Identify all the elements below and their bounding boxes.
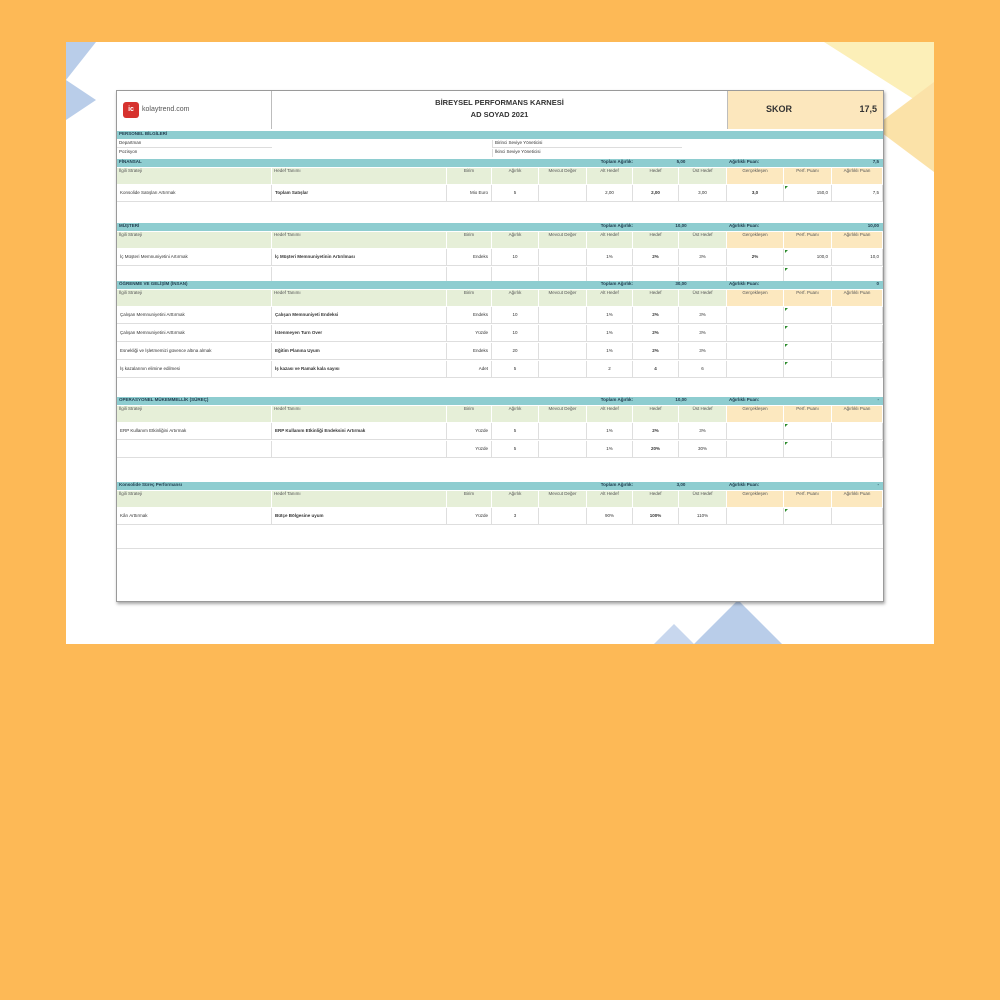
column-header: Hedef: [633, 232, 679, 248]
column-header: Mevcut Değer: [539, 406, 587, 422]
row-cell-perf: 100,0: [784, 249, 832, 266]
row-cell-low: 1%: [587, 249, 633, 266]
row-cell-current: [539, 325, 587, 342]
column-header: Perf. Puanı: [784, 232, 832, 248]
row-cell-goal: 20%: [633, 441, 679, 458]
row-cell-goal: 100%: [633, 508, 679, 525]
row-cell-goal: 4: [633, 361, 679, 378]
total-weight-value: 3,00: [635, 482, 727, 490]
row-cell-goal: 2%: [633, 343, 679, 360]
document-card: [66, 42, 934, 644]
logo-area: [117, 91, 272, 129]
row-cell-target: İş kazası ve Ramak kala sayısı: [272, 361, 447, 378]
column-header: Ağırlıklı Puan: [832, 290, 883, 306]
row-cell-actual: [727, 441, 784, 458]
row-cell-current: [539, 361, 587, 378]
weighted-score-value: 0: [827, 281, 883, 289]
row-cell-wscore: [832, 423, 883, 440]
weighted-score-label: Ağırlıklı Puan:: [727, 397, 827, 405]
total-weight-value: 30,00: [635, 281, 727, 289]
column-header: Hedef Tanımı: [272, 290, 447, 306]
comment-indicator-icon: [785, 362, 788, 365]
column-header: Gerçekleşen: [727, 232, 784, 248]
row-cell-current: [539, 423, 587, 440]
column-header: Üst Hedef: [679, 168, 727, 184]
row-cell-actual: 2%: [727, 249, 784, 266]
decor-triangle-top-left: [66, 42, 96, 80]
column-header: Hedef Tanımı: [272, 491, 447, 507]
comment-indicator-icon: [785, 424, 788, 427]
column-header: Hedef: [633, 290, 679, 306]
column-header: Ağırlıklı Puan: [832, 168, 883, 184]
scorecard-subtitle: AD SOYAD 2021: [470, 109, 529, 119]
row-cell-weight: 10: [492, 307, 539, 324]
row-cell-unit: Endeks: [447, 249, 492, 266]
weighted-score-label: Ağırlıklı Puan:: [727, 281, 827, 289]
weighted-score-label: Ağırlıklı Puan:: [727, 223, 827, 231]
row-cell-wscore: [832, 343, 883, 360]
total-weight-label: Toplam Ağırlık:: [537, 223, 635, 231]
column-header: İlgili Strateji: [117, 290, 272, 306]
row-cell-strategy: Konsolide Satışları Artırmak: [117, 185, 272, 202]
section-title: OPERASYONEL MÜKEMMELLİK (SÜREÇ): [117, 397, 447, 405]
row-cell-actual: [727, 307, 784, 324]
row-cell-perf: [784, 423, 832, 440]
row-cell-current: [539, 508, 587, 525]
column-header: Gerçekleşen: [727, 290, 784, 306]
column-header: Ağırlık: [492, 168, 539, 184]
row-cell-strategy: Çalışan Memnuniyetini Arttırmak: [117, 325, 272, 342]
row-cell-perf: [784, 307, 832, 324]
row-cell-wscore: [832, 325, 883, 342]
decor-triangle-left: [66, 80, 96, 120]
column-header: Birim: [447, 290, 492, 306]
row-cell-current: [539, 185, 587, 202]
row-cell-target: İstenmeyen Turn Over: [272, 325, 447, 342]
row-cell-goal: 2%: [633, 249, 679, 266]
logo-mark: ic: [123, 102, 139, 118]
personal-info-header: PERSONEL BİLGİLERİ: [117, 131, 883, 139]
row-cell-weight: 5: [492, 423, 539, 440]
blank-area: [117, 548, 883, 600]
row-cell-actual: [727, 343, 784, 360]
row-cell-current: [539, 441, 587, 458]
logo-text: kolaytrend.com: [142, 106, 190, 113]
row-cell-weight: 3: [492, 508, 539, 525]
row-cell-high: 3,00: [679, 185, 727, 202]
scorecard-title: BİREYSEL PERFORMANS KARNESİ: [435, 98, 564, 107]
score-label: SKOR: [766, 104, 793, 114]
section-title: ÖĞRENME VE GELİŞİM (İNSAN): [117, 281, 447, 289]
weighted-score-label: Ağırlıklı Puan:: [727, 482, 827, 490]
row-cell-weight: 10: [492, 325, 539, 342]
row-cell-target: Toplam Satışlar: [272, 185, 447, 202]
column-header: İlgili Strateji: [117, 491, 272, 507]
personal-row-department-label: Departman: [117, 140, 272, 148]
row-cell-unit: Yüzde: [447, 508, 492, 525]
comment-indicator-icon: [785, 442, 788, 445]
row-cell-actual: [727, 325, 784, 342]
row-cell-unit: Endeks: [447, 343, 492, 360]
row-cell-strategy: ERP Kullanım Etkinliğini Artırmak: [117, 423, 272, 440]
column-header: Üst Hedef: [679, 491, 727, 507]
column-header: Mevcut Değer: [539, 232, 587, 248]
row-cell-target: [272, 441, 447, 458]
score-value: 17,5: [859, 104, 877, 114]
comment-indicator-icon: [785, 326, 788, 329]
row-cell-target: Eğitim Planına Uyum: [272, 343, 447, 360]
column-header: Hedef: [633, 406, 679, 422]
column-header: Birim: [447, 168, 492, 184]
row-cell-actual: 3,0: [727, 185, 784, 202]
section-title: FİNANSAL: [117, 159, 447, 167]
row-cell-high: 6: [679, 361, 727, 378]
row-cell-current: [539, 249, 587, 266]
row-cell-target: ERP Kullanım Etkinliği Endeksini Artırmak: [272, 423, 447, 440]
section-header-fill: [447, 397, 537, 405]
row-cell-strategy: Kârı Arttırmak: [117, 508, 272, 525]
row-cell-high: 30%: [679, 441, 727, 458]
column-header: İlgili Strateji: [117, 168, 272, 184]
column-header: Perf. Puanı: [784, 406, 832, 422]
row-cell-target: Bütçe Bölgesine uyum: [272, 508, 447, 525]
row-cell-perf: [784, 441, 832, 458]
column-header: Ağırlık: [492, 491, 539, 507]
total-weight-value: 5,00: [635, 159, 727, 167]
weighted-score-value: 7,5: [827, 159, 883, 167]
row-cell-goal: 2%: [633, 307, 679, 324]
decor-triangle-bottom: [694, 600, 782, 644]
row-cell-wscore: [832, 307, 883, 324]
row-cell-strategy: Çalışan Memnuniyetini Arttırmak: [117, 307, 272, 324]
row-cell-actual: [727, 508, 784, 525]
row-cell-goal: 2%: [633, 423, 679, 440]
section-header-fill: [447, 159, 537, 167]
row-cell-low: 1%: [587, 343, 633, 360]
column-header: Birim: [447, 406, 492, 422]
row-cell-strategy: [117, 441, 272, 458]
column-header: Birim: [447, 232, 492, 248]
row-cell-low: 1%: [587, 325, 633, 342]
comment-indicator-icon: [785, 250, 788, 253]
column-header: Alt Hedef: [587, 290, 633, 306]
personal-row-position-label: Pozisyon: [119, 149, 138, 154]
column-header: İlgili Strateji: [117, 406, 272, 422]
row-cell-perf: [784, 325, 832, 342]
row-cell-target: İç Müşteri Memnuniyetinin Artırılması: [272, 249, 447, 266]
row-cell-unit: Mio Euro: [447, 185, 492, 202]
section-title: MÜŞTERİ: [117, 223, 447, 231]
row-cell-actual: [727, 361, 784, 378]
comment-indicator-icon: [785, 268, 788, 271]
row-cell-high: 3%: [679, 307, 727, 324]
row-cell-weight: 5: [492, 361, 539, 378]
column-header: Ağırlıklı Puan: [832, 406, 883, 422]
section-header-fill: [447, 281, 537, 289]
comment-indicator-icon: [785, 308, 788, 311]
column-header: Mevcut Değer: [539, 491, 587, 507]
row-cell-actual: [727, 423, 784, 440]
row-cell-perf: [784, 508, 832, 525]
column-header: Perf. Puanı: [784, 168, 832, 184]
section-header-fill: [447, 223, 537, 231]
column-header: Ağırlıklı Puan: [832, 491, 883, 507]
row-cell-wscore: 7,5: [832, 185, 883, 202]
weighted-score-value: 10,00: [827, 223, 883, 231]
row-cell-unit: Endeks: [447, 307, 492, 324]
row-cell-high: 3%: [679, 325, 727, 342]
row-cell-wscore: [832, 441, 883, 458]
row-cell-goal: 2,00: [633, 185, 679, 202]
column-header: Üst Hedef: [679, 232, 727, 248]
row-cell-perf: [784, 343, 832, 360]
column-header: Üst Hedef: [679, 406, 727, 422]
total-weight-value: 10,00: [635, 397, 727, 405]
column-header: Hedef Tanımı: [272, 232, 447, 248]
scorecard-title-block: [272, 91, 727, 129]
row-cell-high: 110%: [679, 508, 727, 525]
column-header: Ağırlık: [492, 406, 539, 422]
column-header: Alt Hedef: [587, 232, 633, 248]
column-header: Hedef Tanımı: [272, 406, 447, 422]
row-cell-low: 2: [587, 361, 633, 378]
column-header: Perf. Puanı: [784, 290, 832, 306]
row-cell-weight: 20: [492, 343, 539, 360]
comment-indicator-icon: [785, 186, 788, 189]
row-cell-low: 2,00: [587, 185, 633, 202]
weighted-score-label: Ağırlıklı Puan:: [727, 159, 827, 167]
column-header: Alt Hedef: [587, 491, 633, 507]
column-header: Birim: [447, 491, 492, 507]
row-cell-strategy: İç Müşteri Memnuniyetini Artırmak: [117, 249, 272, 266]
column-header: Üst Hedef: [679, 290, 727, 306]
row-cell-unit: Yüzde: [447, 441, 492, 458]
total-weight-value: 10,00: [635, 223, 727, 231]
column-header: Gerçekleşen: [727, 491, 784, 507]
column-header: Ağırlıklı Puan: [832, 232, 883, 248]
column-header: Gerçekleşen: [727, 406, 784, 422]
row-cell-current: [539, 343, 587, 360]
section-header-fill: [447, 482, 537, 490]
row-cell-goal: 2%: [633, 325, 679, 342]
column-header: Hedef: [633, 168, 679, 184]
total-weight-label: Toplam Ağırlık:: [537, 397, 635, 405]
row-cell-low: 1%: [587, 441, 633, 458]
column-header: Alt Hedef: [587, 406, 633, 422]
column-header: Mevcut Değer: [539, 290, 587, 306]
row-cell-low: 1%: [587, 423, 633, 440]
column-header: Perf. Puanı: [784, 491, 832, 507]
row-cell-strategy: Esnekliği ve İşletmemizi güvence altına almak: [117, 343, 272, 360]
row-cell-unit: Yüzde: [447, 325, 492, 342]
row-cell-wscore: [832, 508, 883, 525]
column-header: Ağırlık: [492, 290, 539, 306]
decor-triangle-bottom-small: [654, 624, 694, 644]
comment-indicator-icon: [785, 509, 788, 512]
row-cell-high: 3%: [679, 343, 727, 360]
row-cell-perf: 150,0: [784, 185, 832, 202]
row-cell-weight: 5: [492, 185, 539, 202]
row-cell-weight: 5: [492, 441, 539, 458]
personal-row-position-value: İkinci Seviye Yöneticisi: [492, 149, 682, 157]
row-cell-wscore: [832, 361, 883, 378]
column-header: Gerçekleşen: [727, 168, 784, 184]
row-cell-current: [539, 307, 587, 324]
weighted-score-value: -: [827, 397, 883, 405]
row-cell-wscore: 10,0: [832, 249, 883, 266]
column-header: Hedef Tanımı: [272, 168, 447, 184]
row-cell-low: 90%: [587, 508, 633, 525]
column-header: Mevcut Değer: [539, 168, 587, 184]
personal-row-department-value: Birinci Seviye Yöneticisi: [492, 140, 682, 148]
row-cell-target: Çalışan Memnuniyeti Endeksi: [272, 307, 447, 324]
total-weight-label: Toplam Ağırlık:: [537, 159, 635, 167]
total-weight-label: Toplam Ağırlık:: [537, 281, 635, 289]
row-cell-high: 3%: [679, 423, 727, 440]
row-cell-unit: Adet: [447, 361, 492, 378]
row-cell-strategy: İş kazalarının elimine edilmesi: [117, 361, 272, 378]
total-weight-label: Toplam Ağırlık:: [537, 482, 635, 490]
row-cell-low: 1%: [587, 307, 633, 324]
column-header: Ağırlık: [492, 232, 539, 248]
score-box: [727, 91, 883, 129]
section-title: Konsolide Süreç Performansı: [117, 482, 447, 490]
row-cell-perf: [784, 361, 832, 378]
column-header: Hedef: [633, 491, 679, 507]
column-header: İlgili Strateji: [117, 232, 272, 248]
performance-scorecard-sheet: [116, 90, 884, 602]
row-cell-unit: Yüzde: [447, 423, 492, 440]
row-cell-weight: 10: [492, 249, 539, 266]
column-header: Alt Hedef: [587, 168, 633, 184]
row-cell-high: 3%: [679, 249, 727, 266]
weighted-score-value: -: [827, 482, 883, 490]
comment-indicator-icon: [785, 344, 788, 347]
